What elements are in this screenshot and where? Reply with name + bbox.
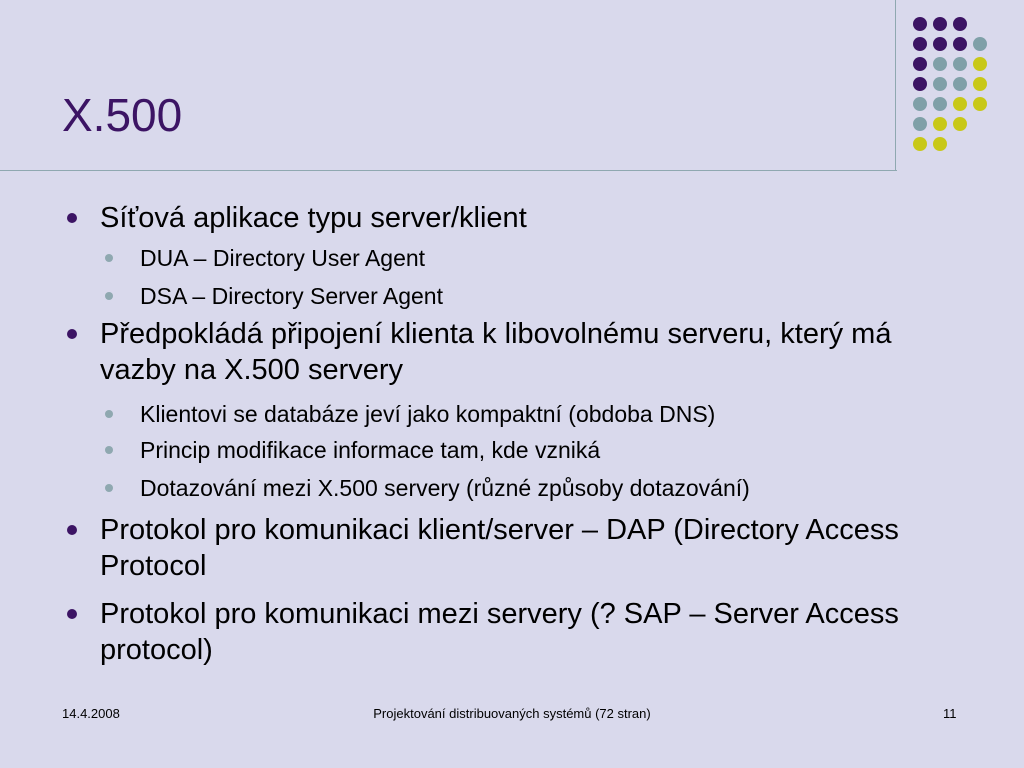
decorative-dot	[913, 17, 927, 31]
footer-page-number: 11	[943, 706, 957, 721]
footer-date: 14.4.2008	[62, 706, 120, 721]
decorative-dot	[973, 37, 987, 51]
decorative-dot	[953, 57, 967, 71]
sub-bullet-item: Dotazování mezi X.500 servery (různé způsoby dotazování)	[140, 475, 750, 501]
bullet-marker	[105, 292, 113, 300]
footer-title: Projektování distribuovaných systémů (72 stran)	[373, 706, 651, 721]
decorative-dot	[933, 117, 947, 131]
decorative-dot	[933, 37, 947, 51]
decorative-dot	[933, 97, 947, 111]
decorative-dot	[913, 117, 927, 131]
decorative-dot	[953, 117, 967, 131]
decorative-dot	[973, 97, 987, 111]
decorative-dot	[973, 57, 987, 71]
decorative-dot	[973, 77, 987, 91]
slide-title: X.500	[62, 89, 183, 141]
decorative-dot	[913, 137, 927, 151]
divider-horizontal	[0, 170, 897, 171]
bullet-item: Předpokládá připojení klienta k libovolnému serveru, který má vazby na X.500 servery	[100, 318, 892, 386]
bullet-marker	[67, 329, 77, 339]
decorative-dot	[953, 17, 967, 31]
bullet-item: Protokol pro komunikaci klient/server – DAP (Directory Access Protocol	[100, 514, 899, 582]
decorative-dot	[913, 57, 927, 71]
decorative-dot	[953, 97, 967, 111]
bullet-marker	[105, 446, 113, 454]
bullet-marker	[67, 609, 77, 619]
decorative-dot	[933, 137, 947, 151]
bullet-marker	[67, 213, 77, 223]
sub-bullet-item: Klientovi se databáze jeví jako kompaktní (obdoba DNS)	[140, 401, 716, 427]
bullet-item: Protokol pro komunikaci mezi servery (? SAP – Server Access protocol)	[100, 598, 899, 666]
decorative-dot	[953, 77, 967, 91]
decorative-dot	[913, 77, 927, 91]
sub-bullet-item: Princip modifikace informace tam, kde vzniká	[140, 437, 601, 463]
bullet-marker	[105, 484, 113, 492]
bullet-marker	[105, 254, 113, 262]
decorative-dot	[913, 37, 927, 51]
bullet-item: Síťová aplikace typu server/klient	[100, 202, 527, 234]
bullet-marker	[67, 525, 77, 535]
decorative-dot	[953, 37, 967, 51]
sub-bullet-item: DSA – Directory Server Agent	[140, 283, 443, 309]
decorative-dot	[933, 57, 947, 71]
decorative-dot	[933, 77, 947, 91]
sub-bullet-item: DUA – Directory User Agent	[140, 245, 426, 271]
decorative-dot-grid	[0, 0, 1024, 170]
bullet-marker	[105, 410, 113, 418]
decorative-dot	[913, 97, 927, 111]
decorative-dot	[933, 17, 947, 31]
